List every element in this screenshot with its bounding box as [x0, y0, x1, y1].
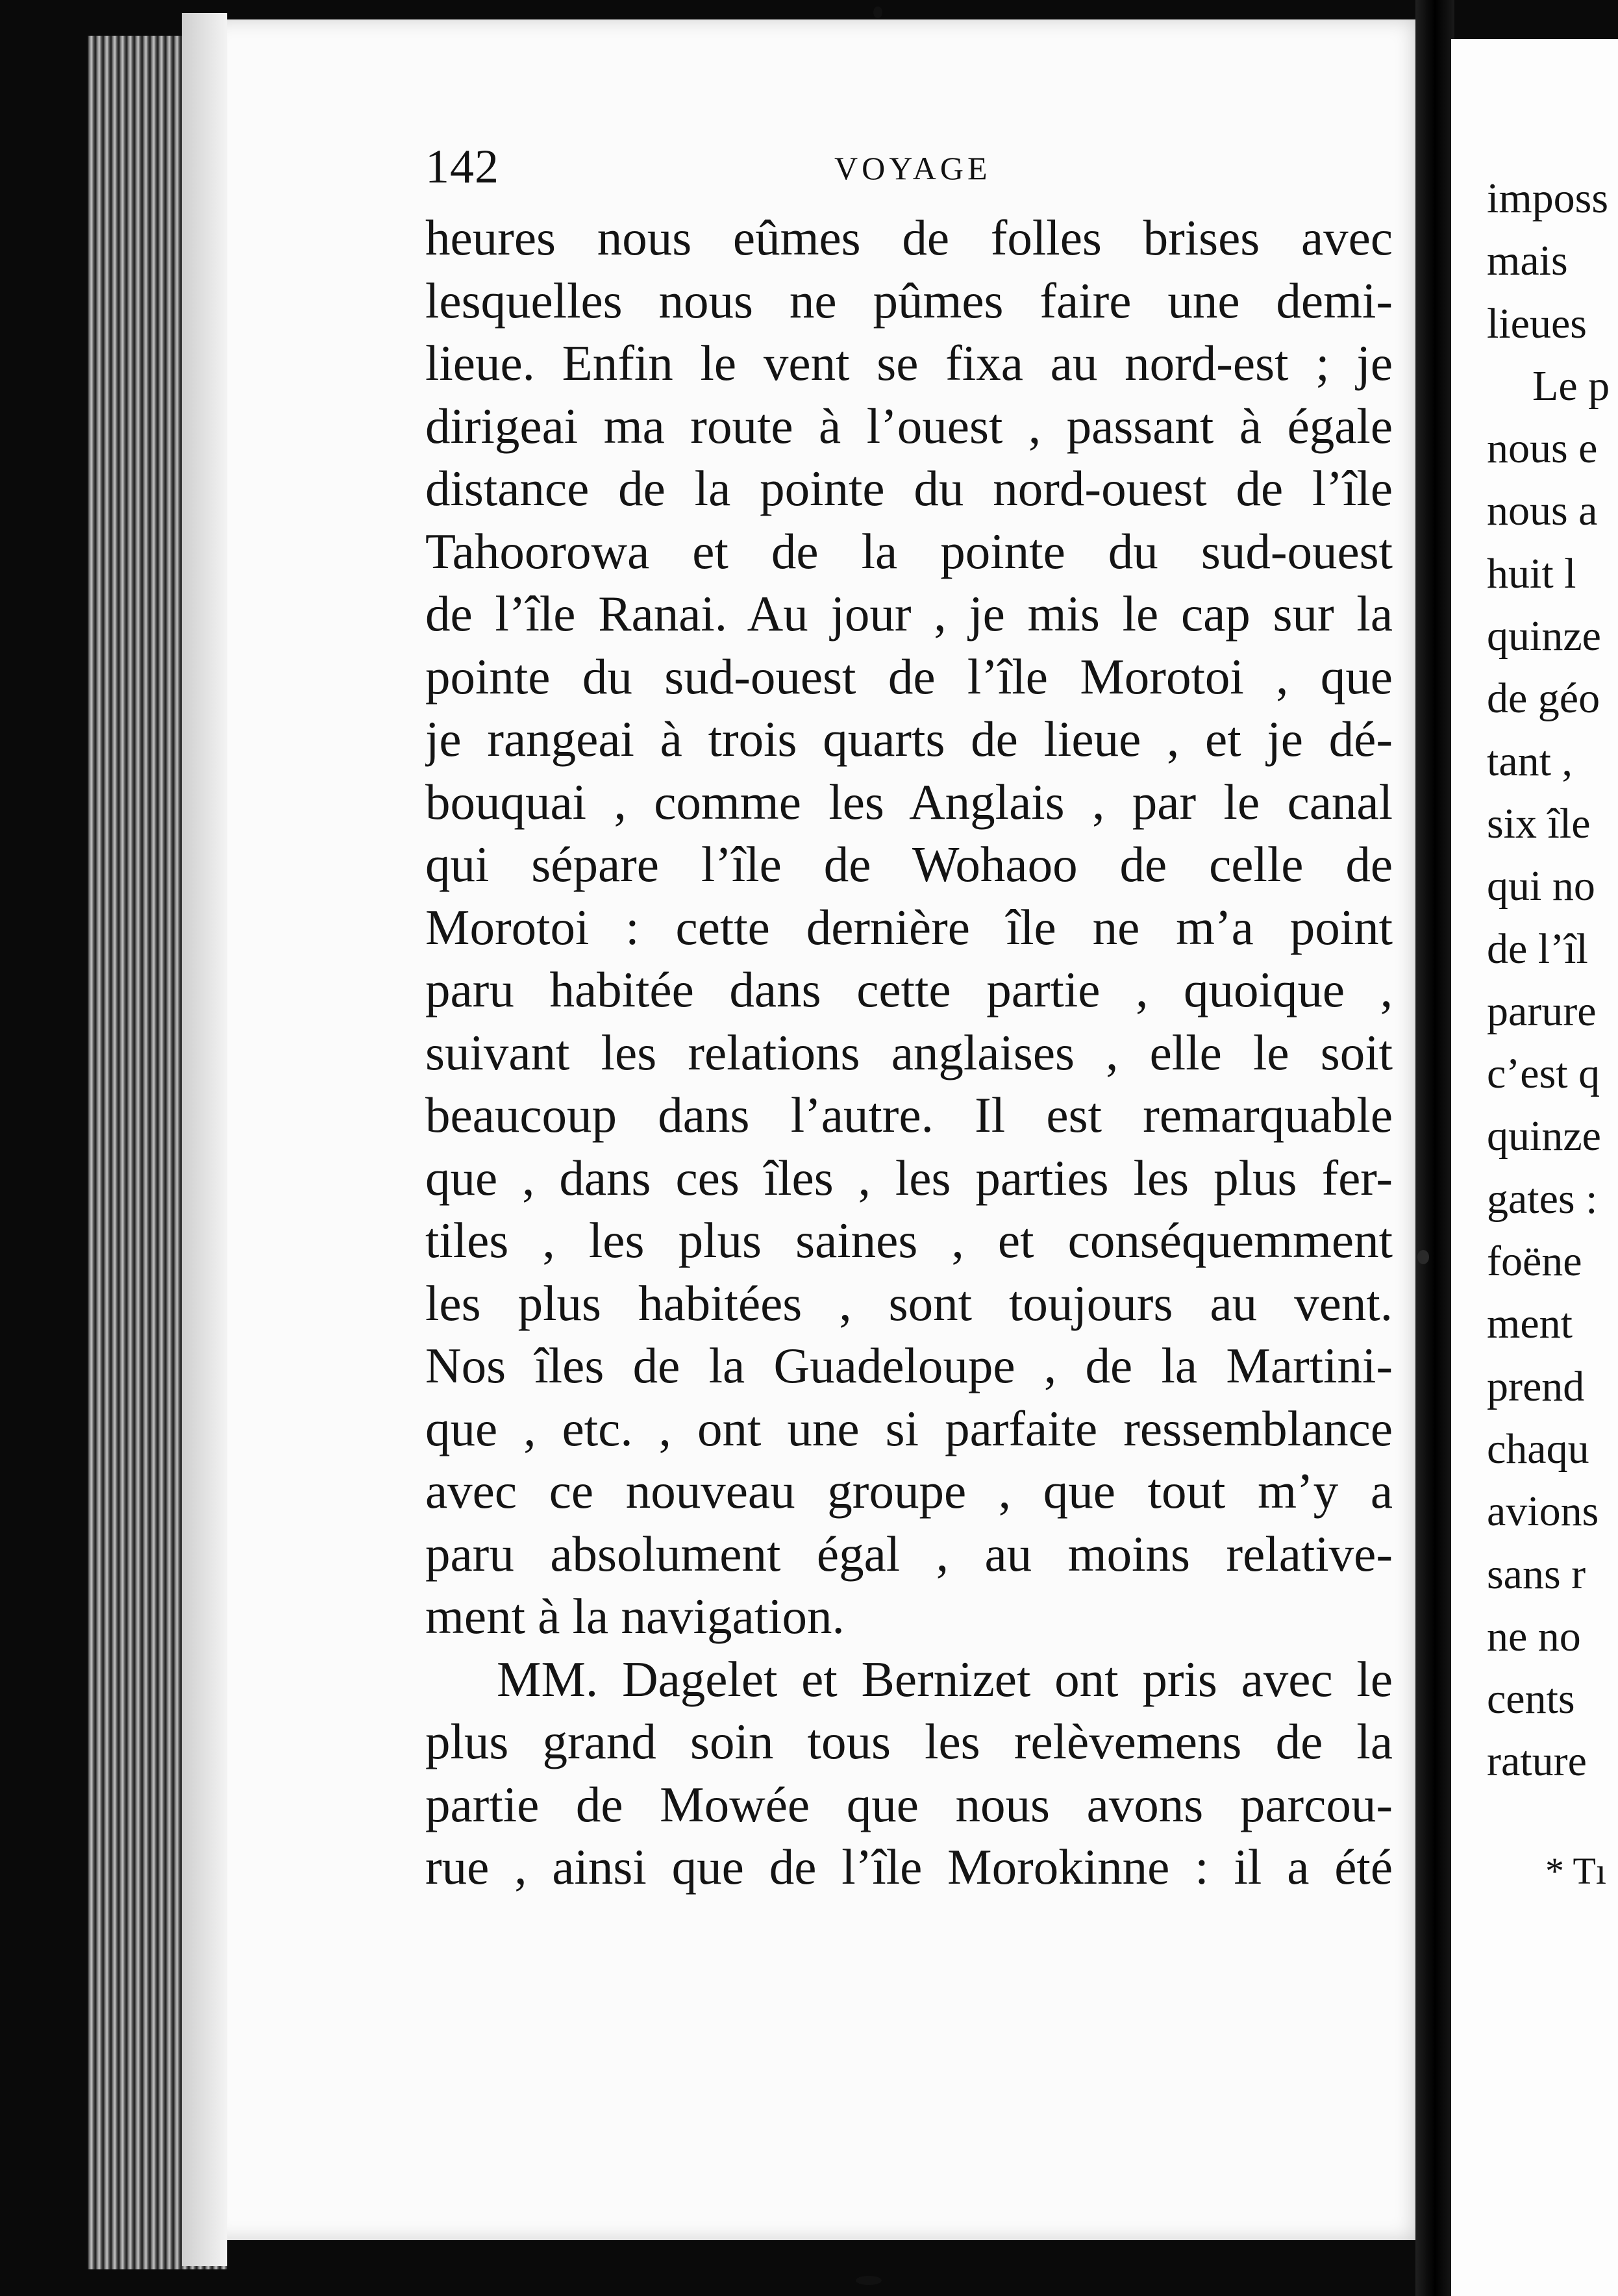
text-line: Morotoi : cette dernière île ne m’a point [425, 899, 1393, 955]
text-line: avions [1487, 1488, 1599, 1536]
text-line: tant , [1487, 737, 1573, 785]
text-line: de l’île Ranai. Au jour , je mis le cap sur la [425, 586, 1393, 642]
text-line: lieue. Enfin le vent se fixa au nord-est ; je [425, 335, 1393, 391]
text-line: MM. Dagelet et Bernizet ont pris avec le [497, 1651, 1393, 1707]
page-number: 142 [425, 140, 499, 193]
text-line: tiles , les plus saines , et conséquemment [425, 1212, 1393, 1268]
text-line: ment [1487, 1300, 1573, 1348]
text-line: quinze [1487, 612, 1601, 660]
text-line: parure [1487, 987, 1597, 1035]
text-line: Nos îles de la Guadeloupe , de la Martini- [425, 1338, 1393, 1393]
text-line: rature [1487, 1738, 1587, 1786]
right-page-body [1487, 168, 1618, 1793]
text-line: nous a [1487, 487, 1598, 535]
dust-speck [1417, 1250, 1429, 1264]
running-title: VOYAGE [834, 150, 991, 186]
left-page-body [425, 206, 1393, 1899]
text-line: paru absolument égal , au moins relative- [425, 1525, 1393, 1582]
text-line: que , dans ces îles , les parties les plus fer- [425, 1149, 1393, 1206]
text-line: qui sépare l’île de Wohaoo de celle de [425, 836, 1393, 892]
dust-speck [873, 6, 882, 18]
text-line: prend [1487, 1362, 1585, 1410]
text-line: ment à la navigation. [425, 1588, 845, 1644]
text-line: pointe du sud-ouest de l’île Morotoi , que [425, 648, 1393, 705]
text-line: beaucoup dans l’autre. Il est remarquable [425, 1087, 1393, 1143]
text-line: mais [1487, 237, 1568, 285]
text-line: heures nous eûmes de folles brises avec [425, 210, 1393, 266]
text-line: paru habitée dans cette partie , quoique , [425, 962, 1393, 1017]
text-line: cents [1487, 1675, 1575, 1723]
text-line: Tahoorowa et de la pointe du sud-ouest [425, 523, 1393, 579]
text-line: c’est q [1487, 1050, 1600, 1098]
text-line: foëne [1487, 1238, 1582, 1286]
footnote-fragment: * Tı [1545, 1850, 1606, 1892]
text-line: je rangeai à trois quarts de lieue , et je dé- [425, 711, 1393, 767]
text-line: imposs [1487, 175, 1609, 222]
text-line: Le p [1532, 362, 1610, 410]
text-line: suivant les relations anglaises , elle le soit [425, 1024, 1393, 1080]
text-line: de géo [1487, 675, 1600, 723]
text-line: lieues [1487, 299, 1587, 347]
text-line: de l’îl [1487, 925, 1588, 973]
text-line: quinze [1487, 1112, 1601, 1160]
text-line: nous e [1487, 425, 1598, 473]
text-line: bouquai , comme les Anglais , par le canal [425, 773, 1393, 830]
page-inner-edge [182, 13, 227, 2266]
text-line: partie de Mowée que nous avons parcou- [425, 1776, 1393, 1832]
text-line: dirigeai ma route à l’ouest , passant à égale [425, 397, 1393, 454]
text-line: que , etc. , ont une si parfaite ressemblance [425, 1400, 1393, 1456]
dust-speck [856, 2276, 882, 2285]
text-line: distance de la pointe du nord-ouest de l’île [425, 460, 1393, 516]
text-line: les plus habitées , sont toujours au vent. [425, 1275, 1393, 1331]
text-line: lesquelles nous ne pûmes faire une demi- [425, 272, 1393, 329]
text-line: sans r [1487, 1550, 1586, 1598]
book-gutter [1415, 0, 1454, 2296]
text-line: ne no [1487, 1612, 1581, 1660]
text-line: qui no [1487, 862, 1595, 910]
text-line: huit l [1487, 549, 1576, 597]
text-line: avec ce nouveau groupe , que tout m’y a [425, 1463, 1393, 1519]
text-line: plus grand soin tous les relèvemens de la [425, 1714, 1393, 1769]
text-line: chaqu [1487, 1425, 1589, 1473]
text-line: six île [1487, 799, 1591, 847]
text-line: rue , ainsi que de l’île Morokinne : il a été [425, 1839, 1393, 1895]
text-line: gates : [1487, 1175, 1598, 1223]
